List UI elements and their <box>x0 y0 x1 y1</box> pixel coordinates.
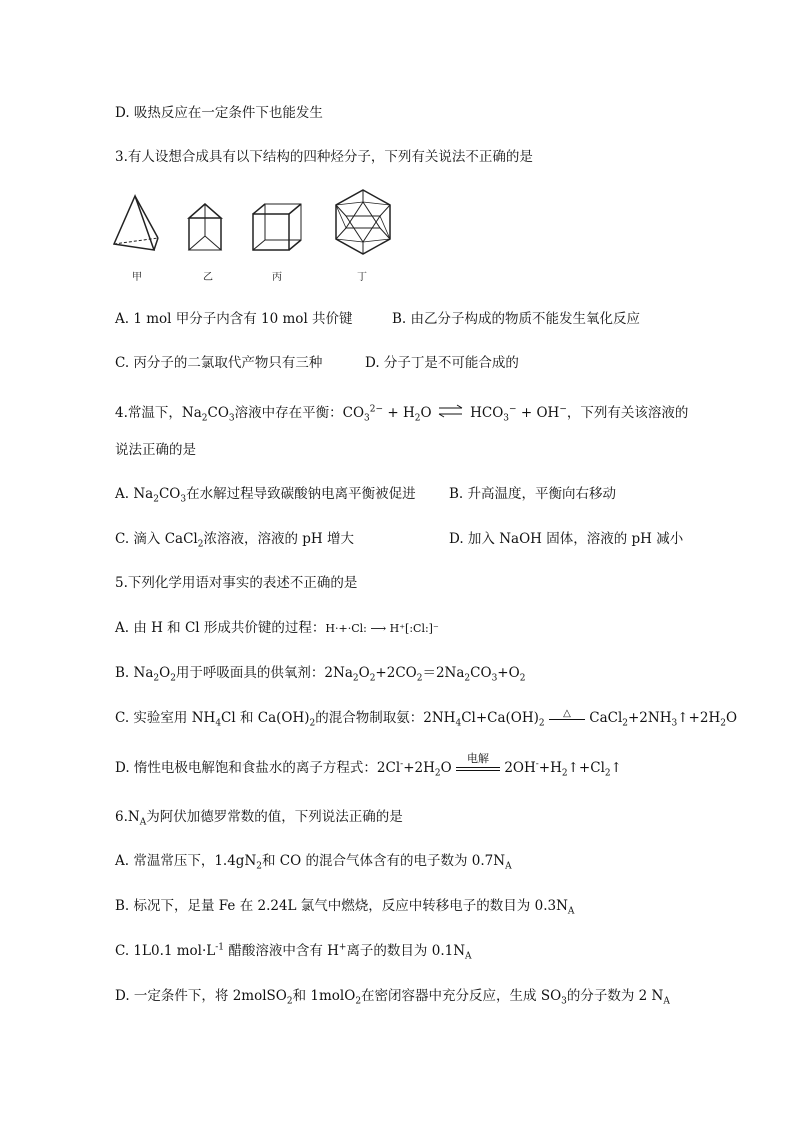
triangular-prism-figure <box>183 192 233 262</box>
q6-stem: $6.N_A$为阿伏加德罗常数的值，下列说法正确的是 <box>115 809 403 828</box>
q4-option-d: D. 加入 NaOH 固体，溶液的 pH 减小 <box>449 531 684 547</box>
q2-option-d: D. 吸热反应在一定条件下也能发生 <box>115 105 323 121</box>
fig-label-ding: 丁 <box>357 272 367 283</box>
q3-option-a: A. 1 mol 甲分子内含有 10 mol 共价键 <box>115 311 353 327</box>
fig-label-yi: 乙 <box>203 272 213 283</box>
q4-option-b: B. 升高温度，平衡向右移动 <box>449 486 617 502</box>
q4-option-c: C. 滴入 CaCl$_2$浓溶液，溶液的 pH 增大 <box>115 531 354 550</box>
icosahedron-figure <box>330 188 396 260</box>
q4-stem: 4.常温下，$Na_2CO_3$溶液中存在平衡：$CO_3^{2-} + H_2O$ $HCO_3^- + OH^-$，下列有关该溶液的 <box>115 404 689 424</box>
electron-dot-formula: H·+·Cl: ⟶ H⁺[:Cl:]⁻ <box>325 622 439 635</box>
q3-stem: 3.有人设想合成具有以下结构的四种烃分子，下列有关说法不正确的是 <box>115 149 533 165</box>
q4-stem-line2: 说法正确的是 <box>115 442 196 458</box>
cube-figure <box>249 192 309 262</box>
electrolysis-condition-arrow: 电解 <box>456 759 500 771</box>
equilibrium-arrow-icon <box>436 403 466 424</box>
q6-option-a: A. 常温常压下，$1.4gN_2$和 CO 的混合气体含有的电子数为 $0.7N_A$ <box>115 853 512 872</box>
q3-option-b: B. 由乙分子构成的物质不能发生氧化反应 <box>392 311 641 327</box>
q5-stem: 5.下列化学用语对事实的表述不正确的是 <box>115 575 358 591</box>
fig-label-jia: 甲 <box>132 272 142 283</box>
q5-option-b: B. $Na_2O_2$用于呼吸面具的供氧剂：$2Na_2O_2+2CO_2=2Na_2CO_3+O_2$ <box>115 665 526 684</box>
tetrahedron-figure <box>110 192 160 262</box>
q5-option-c: C. 实验室用 $NH_4Cl$ 和 $Ca(OH)_2$的混合物制取氨：$2NH_4Cl+Ca(OH)_2$ △ $CaCl_2+2NH_3↑+2H_2O$ <box>115 708 738 729</box>
q3-option-d: D. 分子丁是不可能合成的 <box>365 355 519 371</box>
q3-option-c: C. 丙分子的二氯取代产物只有三种 <box>115 355 323 371</box>
q5-option-d: D. 惰性电极电解饱和食盐水的离子方程式：$2Cl^-+2H_2O$ 电解 $2OH^-+H_2↑+Cl_2↑$ <box>115 752 622 779</box>
q4-option-a: A. $Na_2CO_3$在水解过程导致碳酸钠电离平衡被促进 <box>115 486 416 505</box>
q5-option-a: A. 由 H 和 Cl 形成共价键的过程：H·+·Cl: ⟶ H⁺[:Cl:]⁻ <box>115 620 439 636</box>
q6-option-d: D. 一定条件下，将 2molSO$_2$和 1molO$_2$在密闭容器中充分反应，生成 $SO_3$的分子数为 2 $N_A$ <box>115 988 670 1007</box>
q6-option-c: C. 1L0.1 $mol\cdot L^{-1}$ 醋酸溶液中含有 H+离子的数目为 $0.1N_A$ <box>115 942 472 962</box>
heat-condition-arrow: △ <box>549 709 585 720</box>
q6-option-b: B. 标况下，足量 Fe 在 2.24L 氯气中燃烧，反应中转移电子的数目为 $0.3N_A$ <box>115 898 575 917</box>
fig-label-bing: 丙 <box>272 272 282 283</box>
